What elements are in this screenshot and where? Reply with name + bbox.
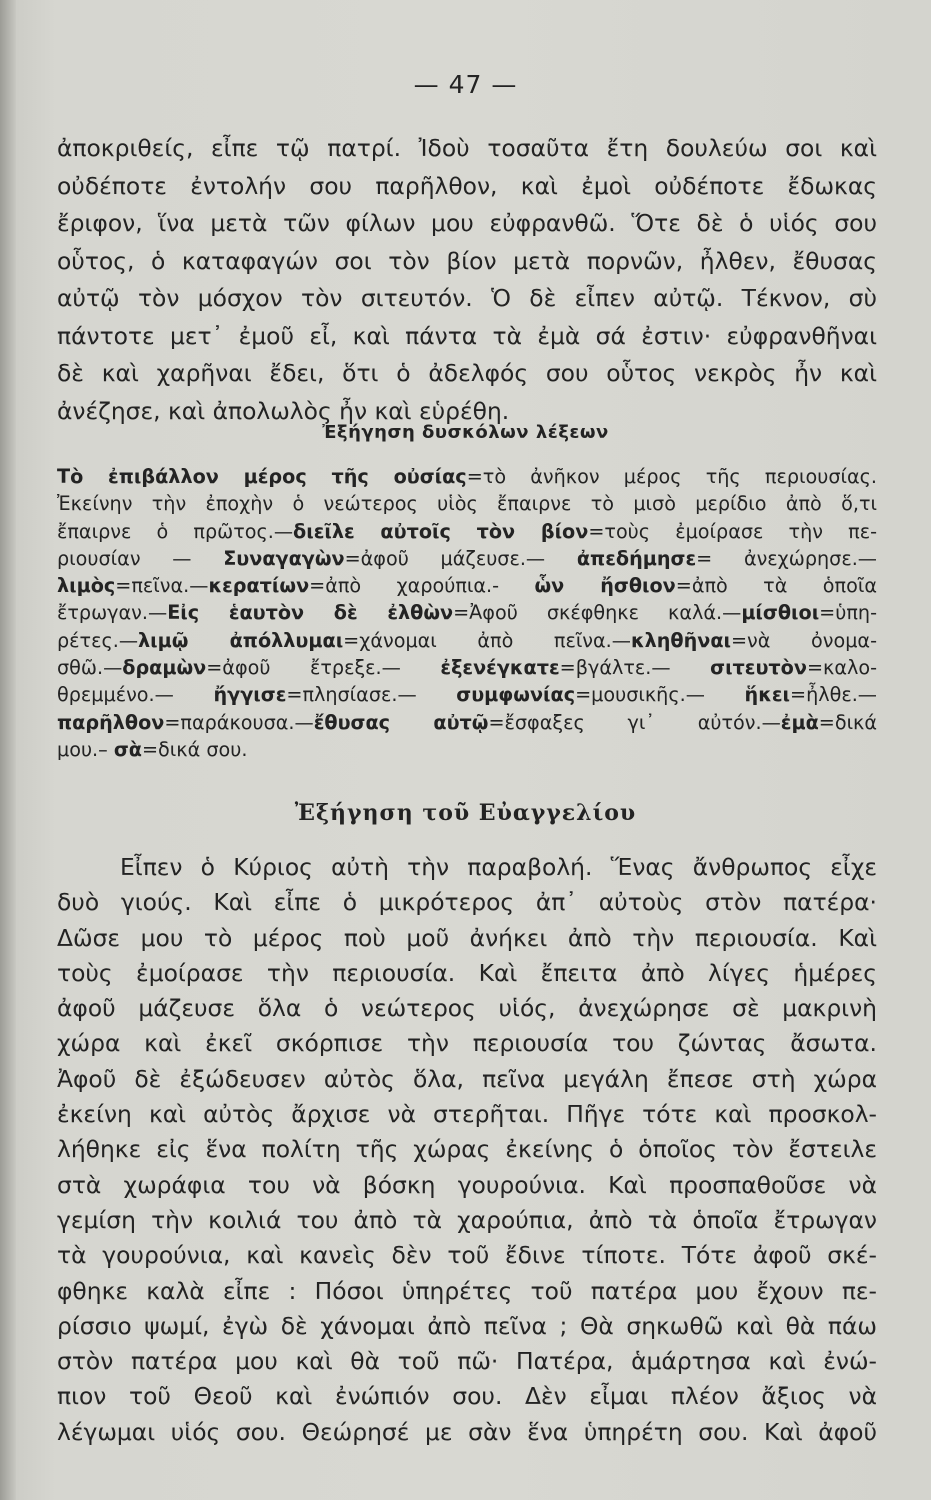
- text-line: φθηκε καλὰ εἶπε : Πόσοι ὑπηρέτες τοῦ πατέρα μου ἔχουν πε-: [57, 1276, 877, 1305]
- glossary-definition: =δικά σου.: [141, 737, 248, 761]
- glossary-definition: =τὸ ἀνῆκον μέρος τῆς περιουσίας.: [466, 465, 877, 488]
- glossary-definition: θρεμμένο.—: [57, 683, 214, 707]
- text-line: ρίσσιο ψωμί, ἐγὼ δὲ χάνομαι ἀπὸ πεῖνα ; Θὰ σηκωθῶ καὶ θὰ πάω: [57, 1311, 877, 1340]
- text-line: Δῶσε μου τὸ μέρος ποὺ μοῦ ἀνήκει ἀπὸ τὴν περιουσία. Καὶ: [57, 923, 877, 952]
- glossary-definition: =μουσικῆς.—: [575, 683, 745, 707]
- text-line: ἀποκριθείς, εἶπε τῷ πατρί. Ἰδοὺ τοσαῦτα ἔτη δουλεύω σοι καὶ: [57, 134, 877, 162]
- glossary-term: σιτευτὸν: [710, 656, 807, 680]
- glossary-definition: = ἀνεχώρησε.—: [696, 546, 877, 570]
- glossary-term: ἔθυσας αὐτῷ: [313, 710, 489, 734]
- glossary-definition: =νὰ ὀνομα-: [730, 628, 877, 652]
- glossary-term: λιμὸς: [57, 574, 116, 598]
- text-line: λέγωμαι υἱός σου. Θεώρησέ με σὰν ἕνα ὑπηρέτη σου. Καὶ ἀφοῦ: [57, 1417, 877, 1446]
- glossary-definition: =ἀπὸ χαρούπια.-: [309, 574, 535, 598]
- text-line: στὸν πατέρα μου καὶ θὰ τοῦ πῶ· Πατέρα, ἁμάρτησα καὶ ἐνώ-: [57, 1347, 877, 1376]
- glossary-term: ὧν ἤσθιον: [534, 574, 676, 598]
- text-line: ἐκείνη καὶ αὐτὸς ἄρχισε νὰ στερῆται. Πῆγε τότε καὶ προσκολ-: [57, 1100, 877, 1129]
- glossary-term: λιμῷ ἀπόλλυμαι: [138, 628, 344, 652]
- glossary-line: [57, 545, 877, 572]
- text-line: Εἶπεν ὁ Κύριος αὐτὴ τὴν παραβολή. Ἕνας ἄνθρωπος εἶχε: [120, 853, 877, 881]
- glossary-line: [57, 736, 877, 763]
- glossary-term: ἤγγισε: [213, 683, 287, 707]
- text-line: οὗτος, ὁ καταφαγών σοι τὸν βίον μετὰ πορνῶν, ἦλθεν, ἔθυσας: [57, 246, 877, 275]
- glossary-line: [57, 463, 877, 490]
- glossary-definition: =ἀπὸ τὰ ὁποῖα: [675, 574, 877, 598]
- glossary-line: [57, 709, 877, 736]
- text-line: τοὺς ἐμοίρασε τὴν περιουσία. Καὶ ἔπειτα ἀπὸ λίγες ἡμέρες: [57, 958, 877, 987]
- glossary-definition: =ἦλθε.—: [790, 683, 877, 707]
- glossary-definition: =ἀφοῦ μάζευσε.—: [344, 546, 577, 570]
- glossary-term: ἐμὰ: [780, 710, 819, 734]
- text-line: χώρα καὶ ἐκεῖ σκόρπισε τὴν περιουσία του ζώντας ἄσωτα.: [57, 1029, 877, 1058]
- text-line: δυὸ γιούς. Καὶ εἶπε ὁ μικρότερος ἀπ᾿ αὐτοὺς στὸν πατέρα·: [57, 888, 877, 917]
- text-line: οὐδέποτε ἐντολήν σου παρῆλθον, καὶ ἐμοὶ οὐδέποτε ἔδωκας: [57, 171, 877, 200]
- glossary-definition: =Ἀφοῦ σκέφθηκε καλά.—: [453, 601, 742, 625]
- glossary-term: διεῖλε αὐτοῖς τὸν βίον: [293, 519, 589, 543]
- glossary-definition: ἔπαιρνε ὁ πρῶτος.—: [57, 519, 294, 543]
- glossary-line: [57, 572, 877, 599]
- text-line: πιον τοῦ Θεοῦ καὶ ἐνώπιόν σου. Δὲν εἶμαι πλέον ἄξιος νὰ: [57, 1382, 877, 1411]
- glossary-heading: Ἐξήγηση δυσκόλων λέξεων: [322, 422, 609, 443]
- glossary-term: παρῆλθον: [57, 710, 165, 734]
- glossary-line: [57, 599, 877, 626]
- text-line: ἀφοῦ μάζευσε ὅλα ὁ νεώτερος υἱός, ἀνεχώρησε σὲ μακρινὴ: [57, 994, 877, 1023]
- glossary-term: Τὸ ἐπιβάλλον μέρος τῆς οὐσίας: [57, 465, 467, 488]
- text-line: γεμίση τὴν κοιλιά του ἀπὸ τὰ χαρούπια, ἀπὸ τὰ ὁποῖα ἔτρωγαν: [57, 1205, 877, 1234]
- glossary-term: ἀπεδήμησε: [576, 546, 697, 570]
- glossary-line: [57, 490, 877, 517]
- text-line: τὰ γουρούνια, καὶ κανεὶς δὲν τοῦ ἔδινε τίποτε. Τότε ἀφοῦ σκέ-: [57, 1241, 877, 1270]
- paragraph-continued: [57, 130, 877, 430]
- section-heading: Ἐξήγηση τοῦ Εὐαγγελίου: [294, 800, 637, 826]
- text-line: αὐτῷ τὸν μόσχον τὸν σιτευτόν. Ὁ δὲ εἶπεν αὐτῷ. Τέκνον, σὺ: [57, 284, 877, 312]
- glossary-line: [57, 681, 877, 708]
- text-line: λήθηκε εἰς ἕνα πολίτη τῆς χώρας ἐκείνης ὁ ὁποῖος τὸν ἔστειλε: [57, 1135, 877, 1164]
- text-line: πάντοτε μετ᾿ ἐμοῦ εἶ, καὶ πάντα τὰ ἐμὰ σά ἐστιν· εὐφρανθῆναι: [57, 321, 877, 350]
- text-line: ἀνέζησε, καὶ ἀπολωλὸς ἦν καὶ εὑρέθη.: [57, 396, 510, 425]
- glossary-line: [57, 627, 877, 654]
- gospel-explanation-paragraph: [57, 850, 877, 1450]
- glossary-term: ἐξενέγκατε: [440, 656, 560, 680]
- page-number: — 47 —: [413, 70, 518, 99]
- glossary-definition: σθῶ.—: [57, 656, 123, 680]
- glossary-term: σὰ: [113, 737, 142, 761]
- glossary-definition: =παράκουσα.—: [164, 710, 314, 734]
- glossary-term: δραμὼν: [122, 656, 207, 680]
- glossary-definition: ριουσίαν —: [57, 546, 224, 570]
- glossary-term: κερατίων: [208, 574, 310, 598]
- glossary-definition: =δικά: [818, 710, 878, 734]
- glossary-line: [57, 654, 877, 681]
- text-line: ἔριφον, ἵνα μετὰ τῶν φίλων μου εὐφρανθῶ. Ὅτε δὲ ὁ υἱός σου: [57, 209, 877, 237]
- glossary-definition: ρέτες.—: [57, 628, 139, 652]
- glossary-definition: =πλησίασε.—: [286, 683, 457, 707]
- glossary-definition: =πεῖνα.—: [115, 574, 209, 598]
- glossary-term: Συναγαγὼν: [223, 546, 345, 570]
- glossary-block: [57, 463, 877, 763]
- glossary-term: Εἰς ἑαυτὸν δὲ ἐλθὼν: [167, 601, 454, 625]
- glossary-definition: =ἀφοῦ ἔτρεξε.—: [206, 656, 441, 680]
- glossary-term: μίσθιοι: [741, 601, 820, 625]
- glossary-term: ἥκει: [744, 683, 790, 707]
- glossary-definition: ἔτρωγαν.—: [57, 601, 168, 625]
- text-line: στὰ χωράφια του νὰ βόσκη γουρούνια. Καὶ προσπαθοῦσε νὰ: [57, 1170, 877, 1199]
- glossary-definition: =βγάλτε.—: [559, 656, 711, 680]
- glossary-definition: =χάνομαι ἀπὸ πεῖνα.—: [343, 628, 631, 652]
- glossary-definition: =ὑπη-: [819, 601, 877, 625]
- glossary-definition: =καλο-: [806, 656, 877, 680]
- glossary-definition: Ἐκείνην τὴν ἐποχὴν ὁ νεώτερος υἱὸς ἔπαιρνε τὸ μισὸ μερίδιο ἀπὸ ὅ,τι: [57, 492, 877, 516]
- text-line: δὲ καὶ χαρῆναι ἔδει, ὅτι ὁ ἀδελφός σου οὗτος νεκρὸς ἦν καὶ: [57, 359, 877, 387]
- page-spine-shadow: [0, 0, 16, 1500]
- glossary-definition: =ἔσφαξες γι᾿ αὐτόν.—: [488, 710, 781, 734]
- glossary-term: συμφωνίας: [456, 683, 576, 707]
- glossary-definition: =τοὺς ἐμοίρασε τὴν πε-: [588, 519, 877, 543]
- text-line: Ἀφοῦ δὲ ἐξώδευσεν αὐτὸς ὅλα, πεῖνα μεγάλη ἔπεσε στὴ χώρα: [57, 1064, 877, 1093]
- glossary-definition: μου.–: [57, 737, 114, 761]
- glossary-line: [57, 518, 877, 545]
- glossary-term: κληθῆναι: [630, 628, 731, 652]
